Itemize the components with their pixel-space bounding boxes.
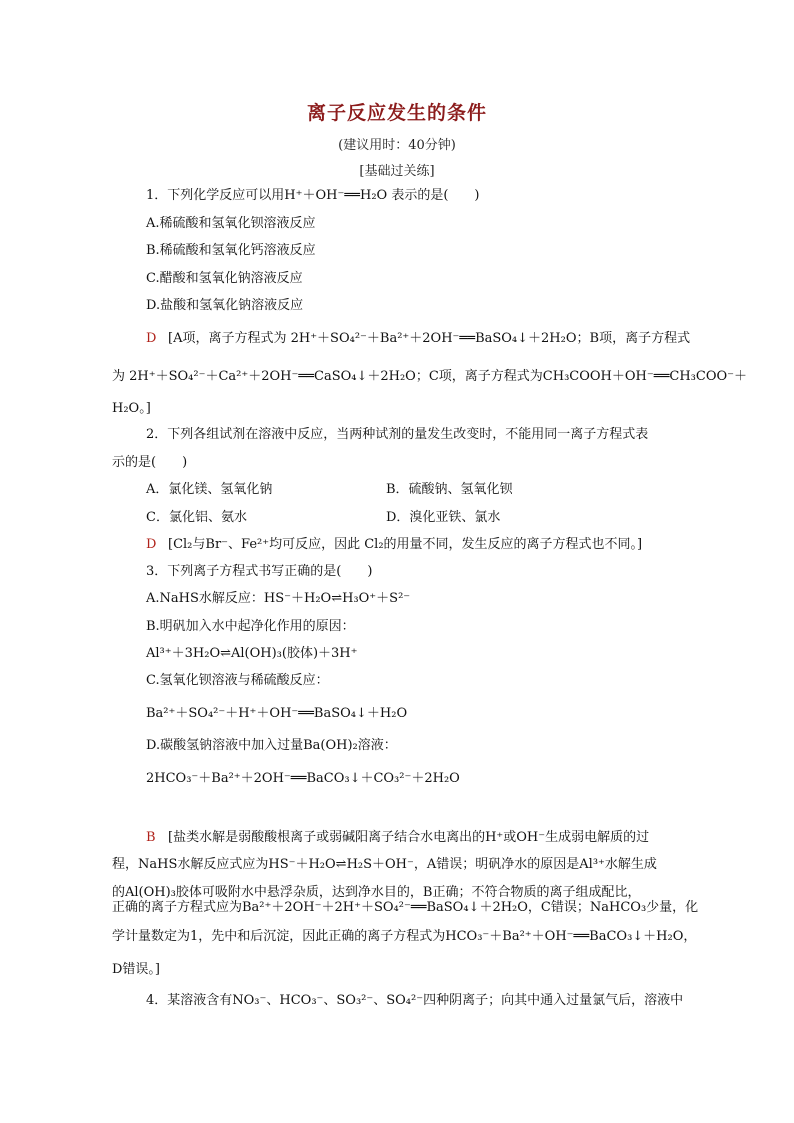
q3-option-b: B.明矾加入水中起净化作用的原因： <box>146 619 355 634</box>
q3-explain-line6: D错误。] <box>112 962 160 977</box>
q1-explain-line1: [A项，离子方程式为 2H⁺＋SO₄²⁻＋Ba²⁺＋2OH⁻══BaSO₄↓＋2H₂O；B项，离子方程式 <box>168 331 691 346</box>
q2-option-a: A．氯化镁、氢氧化钠 <box>146 482 273 497</box>
q3-explain-line5: 学计量数定为1，先中和后沉淀，因此正确的离子方程式为HCO₃⁻＋Ba²⁺＋OH⁻══BaCO₃↓＋H₂O， <box>112 929 697 944</box>
q2-explain: [Cl₂与Br⁻、Fe²⁺均可反应，因此 Cl₂的用量不同，发生反应的离子方程式也不同。] <box>168 537 643 552</box>
q1-option-b: B.稀硫酸和氢氧化钙溶液反应 <box>146 243 316 258</box>
q1-option-d: D.盐酸和氢氧化钠溶液反应 <box>146 298 304 313</box>
q1-explain-line2: 为 2H⁺＋SO₄²⁻＋Ca²⁺＋2OH⁻══CaSO₄↓＋2H₂O；C项，离子方程式为CH₃COOH＋OH⁻══CH₃COO⁻＋ <box>112 369 748 384</box>
q3-option-d-equation: 2HCO₃⁻＋Ba²⁺＋2OH⁻══BaCO₃↓＋CO₃²⁻＋2H₂O <box>146 771 460 786</box>
q2-option-b: B．硫酸钠、氢氧化钡 <box>386 482 513 497</box>
q3-option-b-equation: Al³⁺＋3H₂O⇌Al(OH)₃(胶体)＋3H⁺ <box>146 646 358 661</box>
section-heading: [基础过关练] <box>359 164 435 179</box>
q2-option-c: C．氯化铝、氨水 <box>146 510 247 525</box>
q3-explain-line4: 正确的离子方程式应为Ba²⁺＋2OH⁻＋2H⁺＋SO₄²⁻══BaSO₄↓＋2H₂O，C错误；NaHCO₃少量，化 <box>112 900 699 915</box>
q2-stem-line2: 示的是( ) <box>112 455 188 470</box>
q3-explain-line2: 程，NaHS水解反应式应为HS⁻＋H₂O⇌H₂S＋OH⁻，A错误；明矾净水的原因是Al³⁺水解生成 <box>112 857 657 872</box>
suggested-time: (建议用时：40分钟) <box>338 138 456 153</box>
q3-stem: 3．下列离子方程式书写正确的是( ) <box>146 564 373 579</box>
q3-answer: B <box>146 830 156 845</box>
q3-option-d: D.碳酸氢钠溶液中加入过量Ba(OH)₂溶液： <box>146 738 397 753</box>
q3-explain-line1: [盐类水解是弱酸酸根离子或弱碱阳离子结合水电离出的H⁺或OH⁻生成弱电解质的过 <box>168 830 650 845</box>
q3-option-a: A.NaHS水解反应：HS⁻＋H₂O⇌H₃O⁺＋S²⁻ <box>146 591 411 606</box>
q4-stem: 4．某溶液含有NO₃⁻、HCO₃⁻、SO₃²⁻、SO₄²⁻四种阴离子；向其中通入过量氯气后，溶液中 <box>146 993 684 1008</box>
q2-answer: D <box>146 537 157 552</box>
q1-option-a: A.稀硫酸和氢氧化钡溶液反应 <box>146 216 316 231</box>
q2-stem-line1: 2．下列各组试剂在溶液中反应，当两种试剂的量发生改变时，不能用同一离子方程式表 <box>146 427 649 442</box>
page-title: 离子反应发生的条件 <box>306 102 487 124</box>
q1-explain-line3: H₂O。] <box>112 401 151 416</box>
q1-answer: D <box>146 331 157 346</box>
q1-option-c: C.醋酸和氢氧化钠溶液反应 <box>146 271 303 286</box>
q3-explain-line3: 的Al(OH)₃胶体可吸附水中悬浮杂质，达到净水目的，B正确；不符合物质的离子组成配比， <box>112 885 641 900</box>
q3-option-c-equation: Ba²⁺＋SO₄²⁻＋H⁺＋OH⁻══BaSO₄↓＋H₂O <box>146 706 408 721</box>
q3-option-c: C.氢氧化钡溶液与稀硫酸反应： <box>146 673 329 688</box>
q2-option-d: D．溴化亚铁、氯水 <box>386 510 501 525</box>
q1-stem: 1．下列化学反应可以用H⁺＋OH⁻══H₂O 表示的是( ) <box>146 188 480 203</box>
